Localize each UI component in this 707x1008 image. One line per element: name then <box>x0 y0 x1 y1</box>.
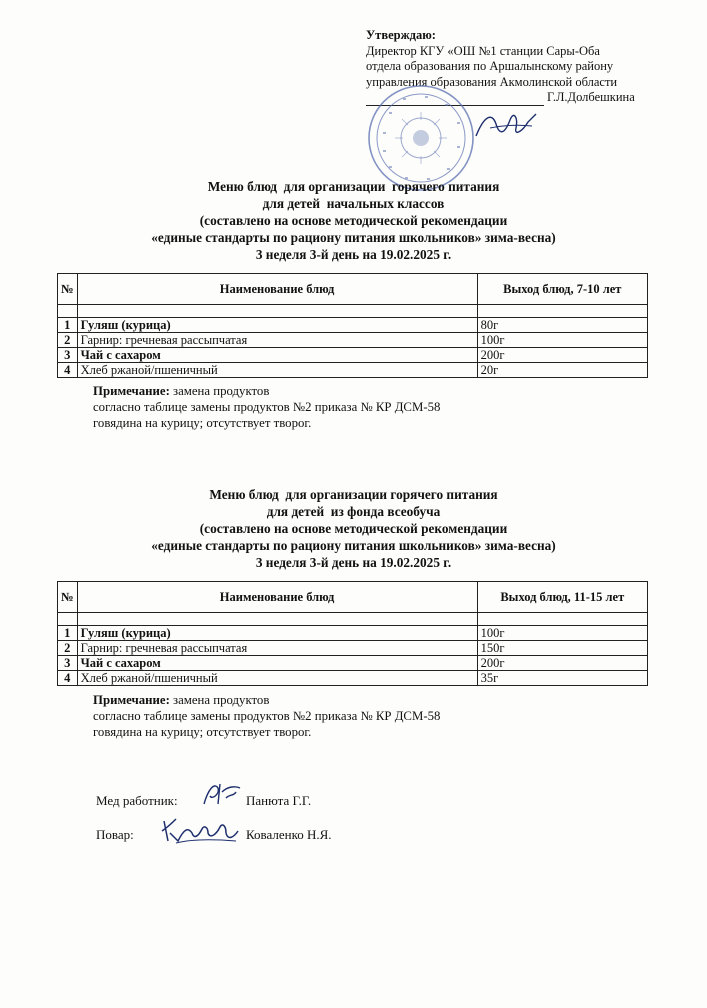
note-label: Примечание: <box>93 384 170 398</box>
header-num: № <box>58 274 78 305</box>
note-line-2: согласно таблице замены продуктов №2 приказа № КР ДСМ-58 <box>93 709 441 723</box>
staff-role: Повар: <box>96 827 134 842</box>
director-signature-icon <box>470 106 540 146</box>
row-output: 100г <box>477 626 647 641</box>
header-name: Наименование блюд <box>77 274 477 305</box>
table-row <box>58 641 648 656</box>
row-name: Чай с сахаром <box>77 656 477 671</box>
row-output: 80г <box>477 318 647 333</box>
table-row <box>58 348 648 363</box>
staff-name: Коваленко Н.Я. <box>246 827 332 842</box>
table-row <box>58 671 648 686</box>
menu-note-primary <box>93 383 553 431</box>
row-output: 100г <box>477 333 647 348</box>
menu-title-line: 3 неделя 3-й день на 19.02.2025 г. <box>255 247 452 262</box>
row-num: 2 <box>58 333 78 348</box>
note-line-1: замена продуктов <box>169 384 270 398</box>
note-line-1: замена продуктов <box>169 693 270 707</box>
note-line-3: говядина на курицу; отсутствует творог. <box>93 416 312 430</box>
row-name: Гуляш (курица) <box>77 318 477 333</box>
row-name: Гарнир: гречневая рассыпчатая <box>77 333 477 348</box>
row-num: 4 <box>58 671 78 686</box>
table-gap-row <box>58 305 648 318</box>
note-label: Примечание: <box>93 693 170 707</box>
table-gap-row <box>58 613 648 626</box>
row-output: 20г <box>477 363 647 378</box>
row-name: Хлеб ржаной/пшеничный <box>77 363 477 378</box>
row-output: 150г <box>477 641 647 656</box>
note-line-3: говядина на курицу; отсутствует творог. <box>93 725 312 739</box>
table-row <box>58 333 648 348</box>
row-num: 1 <box>58 318 78 333</box>
row-output: 200г <box>477 348 647 363</box>
header-output: Выход блюд, 7-10 лет <box>477 274 647 305</box>
row-name: Гуляш (курица) <box>77 626 477 641</box>
table-header-row <box>58 582 648 613</box>
row-name: Чай с сахаром <box>77 348 477 363</box>
staff-role: Мед работник: <box>96 793 178 808</box>
header-name: Наименование блюд <box>77 582 477 613</box>
approval-line-3: управления образования Акмолинской области <box>366 74 618 89</box>
header-output: Выход блюд, 11-15 лет <box>477 582 647 613</box>
table-row <box>58 656 648 671</box>
row-num: 2 <box>58 641 78 656</box>
row-name: Гарнир: гречневая рассыпчатая <box>77 641 477 656</box>
menu-table-primary <box>57 273 648 378</box>
menu-title-secondary <box>0 486 707 571</box>
medic-signature-icon <box>196 778 246 810</box>
menu-title-line: «единые стандарты по рациону питания школьников» зима-весна) <box>151 538 556 553</box>
menu-title-line: (составлено на основе методической рекомендации <box>199 521 508 536</box>
menu-title-line: Меню блюд для организации горячего питания <box>207 179 500 194</box>
table-row <box>58 318 648 333</box>
table-row <box>58 363 648 378</box>
table-header-row <box>58 274 648 305</box>
row-num: 3 <box>58 348 78 363</box>
approval-line-1: Директор КГУ «ОШ №1 станции Сары-Оба <box>366 43 600 58</box>
row-output: 35г <box>477 671 647 686</box>
menu-note-secondary <box>93 692 553 740</box>
menu-title-line: «единые стандарты по рациону питания школьников» зима-весна) <box>151 230 556 245</box>
row-name: Хлеб ржаной/пшеничный <box>77 671 477 686</box>
note-line-2: согласно таблице замены продуктов №2 приказа № КР ДСМ-58 <box>93 400 441 414</box>
menu-title-line: для детей начальных классов <box>262 196 445 211</box>
row-num: 3 <box>58 656 78 671</box>
staff-name: Панюта Г.Г. <box>246 793 312 808</box>
menu-title-line: для детей из фонда всеобуча <box>266 504 441 519</box>
approval-heading: Утверждаю: <box>366 28 436 42</box>
row-output: 200г <box>477 656 647 671</box>
cook-signature-icon <box>158 813 242 847</box>
row-num: 1 <box>58 626 78 641</box>
menu-title-line: (составлено на основе методической рекомендации <box>199 213 508 228</box>
menu-title-line: 3 неделя 3-й день на 19.02.2025 г. <box>255 555 452 570</box>
menu-table-secondary <box>57 581 648 686</box>
header-num: № <box>58 582 78 613</box>
approval-signer: Г.Л.Долбешкина <box>547 90 635 104</box>
menu-title-line: Меню блюд для организации горячего питания <box>209 487 498 502</box>
menu-title-primary <box>0 178 707 263</box>
approval-line-2: отдела образования по Аршалынскому району <box>366 59 614 73</box>
table-row <box>58 626 648 641</box>
row-num: 4 <box>58 363 78 378</box>
